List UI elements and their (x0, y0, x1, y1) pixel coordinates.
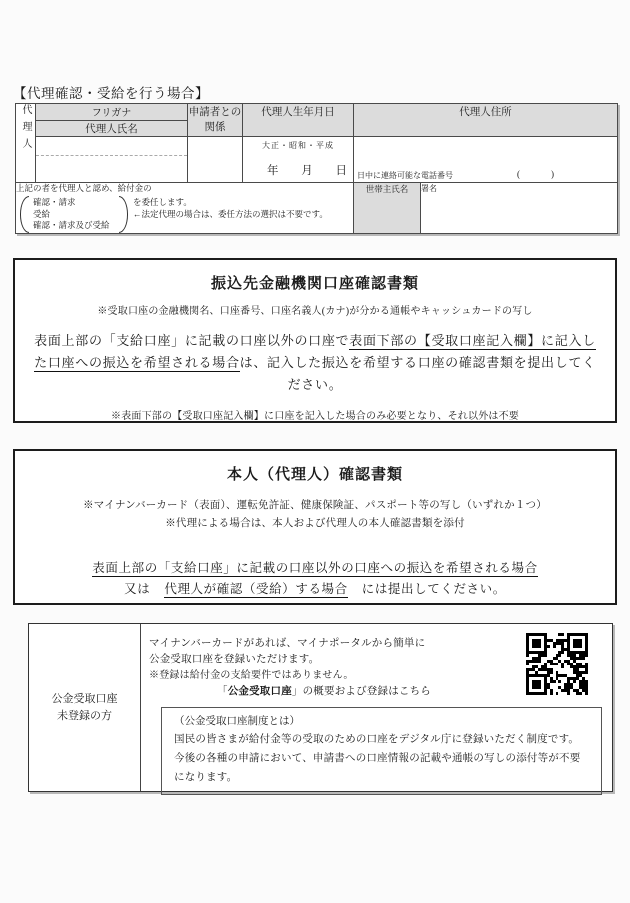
identity-box-title: 本人（代理人）確認書類 (226, 467, 403, 483)
phone-paren-close: ) (551, 169, 554, 179)
year-label: 年 (267, 165, 279, 177)
kokin-line-1: マイナンバーカードがあれば、マイナポータルから簡単に (149, 638, 426, 649)
bank-account-documents-box (13, 258, 617, 423)
bank-box-title: 振込先金融機関口座確認書類 (210, 276, 419, 292)
kokin-inner-title: （公金受取口座制度とは） (174, 716, 300, 727)
signature-field[interactable] (421, 183, 618, 234)
identity-documents-box (13, 449, 617, 605)
householder-name-header: 世帯主氏名 (354, 183, 421, 234)
address-header: 代理人住所 (354, 104, 618, 137)
month-label: 月 (301, 165, 313, 177)
proxy-table (15, 103, 618, 234)
relation-header: 申請者との関係 (188, 104, 243, 137)
bank-box-note-top: ※受取口座の金融機関名、口座番号、口座名義人(カナ)が分かる通帳やキャッシュカードの写し (97, 306, 533, 317)
delegation-suffix: を委任します。 (133, 197, 192, 207)
birthdate-header: 代理人生年月日 (243, 104, 354, 137)
kokin-inner-line-3: になります。 (174, 772, 238, 783)
bank-box-paragraph: 表面上部の「支給口座」に記載の口座以外の口座で表面下部の【受取口座記入欄】に記入し た口座への振込を希望される場合は、記入した振込を希望する口座の確認書類を提出してく ださい。 (34, 333, 596, 392)
identity-box-note-1: ※マイナンバーカード（表面）、運転免許証、健康保険証、パスポート等の写し（いずれか１つ） (83, 500, 547, 511)
address-input[interactable] (354, 137, 618, 183)
kokin-inner-line-2: 今後の各種の申請において、申請書への口座情報の記載や通帳の写しの添付等が不要 (174, 753, 581, 764)
identity-box-note-2: ※代理による場合は、本人および代理人の本人確認書類を添付 (165, 518, 465, 529)
qr-code-icon[interactable] (526, 633, 588, 695)
delegation-note: ←法定代理の場合は、委任方法の選択は不要です。 (133, 208, 328, 219)
delegation-bracket-right (119, 196, 128, 233)
public-funds-account-box (28, 623, 613, 792)
birthdate-cell[interactable] (243, 137, 354, 183)
delegation-bracket-left (20, 196, 29, 233)
delegation-intro: 上記の者を代理人と認め、給付金の (16, 183, 152, 193)
delegation-cell (16, 183, 354, 234)
kokin-inner-line-1: 国民の皆さまが給付金等の受取のための口座をデジタル庁に登録いただく制度です。 (174, 734, 580, 745)
delegation-option-all[interactable]: 確認・請求及び受給 (33, 220, 110, 230)
kokin-line-2: 公金受取口座を登録いただけます。 (149, 654, 320, 665)
kokin-row-label: 公金受取口座 未登録の方 (29, 624, 141, 791)
furigana-input[interactable] (36, 137, 187, 156)
proxy-side-label: 代理人 (16, 104, 36, 183)
proxy-name-input[interactable] (36, 156, 187, 181)
signature-label: 署名 (421, 184, 437, 193)
era-options: 大正・昭和・平成 (262, 141, 334, 150)
proxy-name-header: 代理人氏名 (36, 121, 188, 137)
kokin-system-description-box (161, 707, 602, 795)
proxy-name-cell (36, 137, 188, 183)
delegation-option-confirm-claim[interactable]: 確認・請求 (33, 197, 76, 207)
furigana-header: フリガナ (36, 104, 188, 121)
kokin-line-3: ※登録は給付金の支給要件ではありません。 (149, 670, 354, 681)
relation-input[interactable] (188, 137, 243, 183)
day-label: 日 (335, 165, 347, 177)
delegation-option-receive[interactable]: 受給 (33, 208, 51, 219)
kokin-registration-link-line: 「公金受取口座」の概要および登録はこちら (217, 686, 432, 697)
identity-box-paragraph: 表面上部の「支給口座」に記載の口座以外の口座への振込を希望される場合 又は 代理人が確認（受給）する場合 には提出してください。 (92, 561, 538, 596)
bank-box-note-bottom: ※表面下部の【受取口座記入欄】に口座を記入した場合のみ必要となり、それ以外は不要 (111, 411, 519, 422)
phone-paren-open: ( (517, 169, 520, 179)
section-title: 【代理確認・受給を行う場合】 (13, 86, 209, 101)
phone-label: 日中に連絡可能な電話番号 (357, 171, 453, 180)
